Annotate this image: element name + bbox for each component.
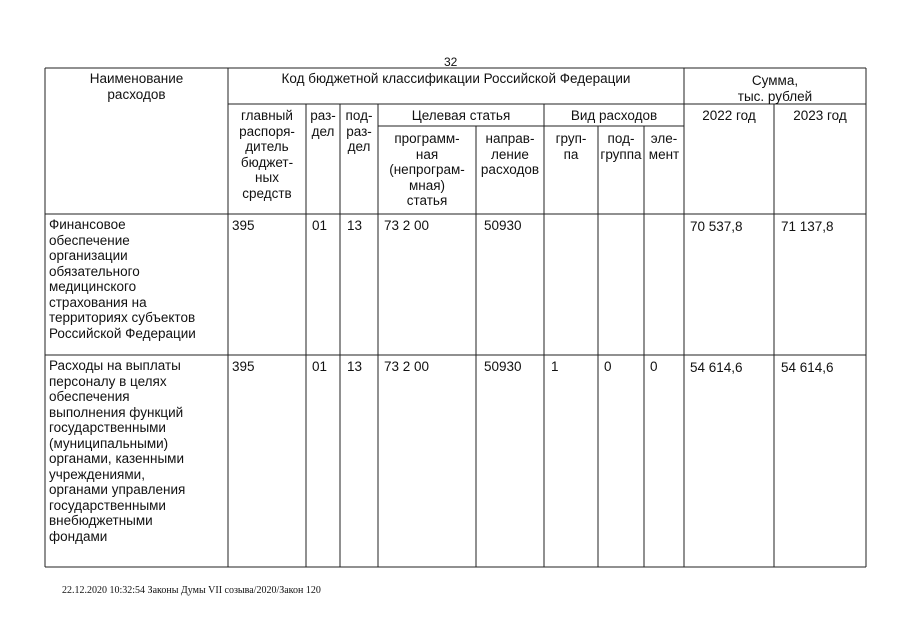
header-direction: направ- ление расходов [480,131,540,177]
page-number: 32 [444,55,458,69]
footer-stamp: 22.12.2020 10:32:54 Законы Думы VII созыва/2020/Закон 120 [62,585,321,596]
header-subsection: под- раз- дел [345,108,373,154]
header-group: груп- па [555,131,587,162]
table-row-2-program: 73 2 00 [384,359,430,374]
table-row-2-section: 01 [312,359,328,374]
table-row-1-sum-2023: 71 137,8 [781,219,834,234]
table-row-2-subgroup: 0 [604,359,612,374]
header-subgroup: под- группа [600,131,642,162]
header-year-2022: 2022 год [702,108,756,123]
table-row-2-sum-2023: 54 614,6 [781,360,834,375]
table-row-2-element: 0 [650,359,658,374]
header-main-manager: главный распоря- дитель бюджет- ных средств [239,108,295,201]
header-name: Наименование расходов [89,71,184,102]
table-row-2-manager: 395 [232,359,255,374]
table-row-2-group: 1 [551,359,559,374]
table-row-1-section: 01 [312,218,328,233]
table-row-2-sum-2022: 54 614,6 [690,360,743,375]
header-sum: Сумма, тыс. рублей [737,73,813,104]
table-row-1-name: Финансовое обеспечение организации обязательного медицинского страхования на территориях субъектов Российской Федерации [49,217,196,341]
header-target-article: Целевая статья [411,108,511,123]
table-row-2-name: Расходы на выплаты персоналу в целях обеспечения выполнения функций государственными (муниципальными) органами, казенными учреждениями, органами управления государственными внебюджетными фондами [49,358,186,544]
table-row-1-sum-2022: 70 537,8 [690,219,743,234]
header-kbk: Код бюджетной классификации Российской Федерации [281,71,631,86]
table-row-1-program: 73 2 00 [384,218,430,233]
table-row-1-manager: 395 [232,218,255,233]
header-section: раз- дел [310,108,336,139]
header-element: эле- мент [648,131,680,162]
table-row-2-subsection: 13 [347,359,363,374]
table-row-1-direction: 50930 [484,218,522,233]
header-expense-type: Вид расходов [570,108,658,123]
table-row-2-direction: 50930 [484,359,522,374]
header-year-2023: 2023 год [793,108,847,123]
header-program: программ- ная (непрограм- мная) статья [389,131,465,208]
table-row-1-subsection: 13 [347,218,363,233]
